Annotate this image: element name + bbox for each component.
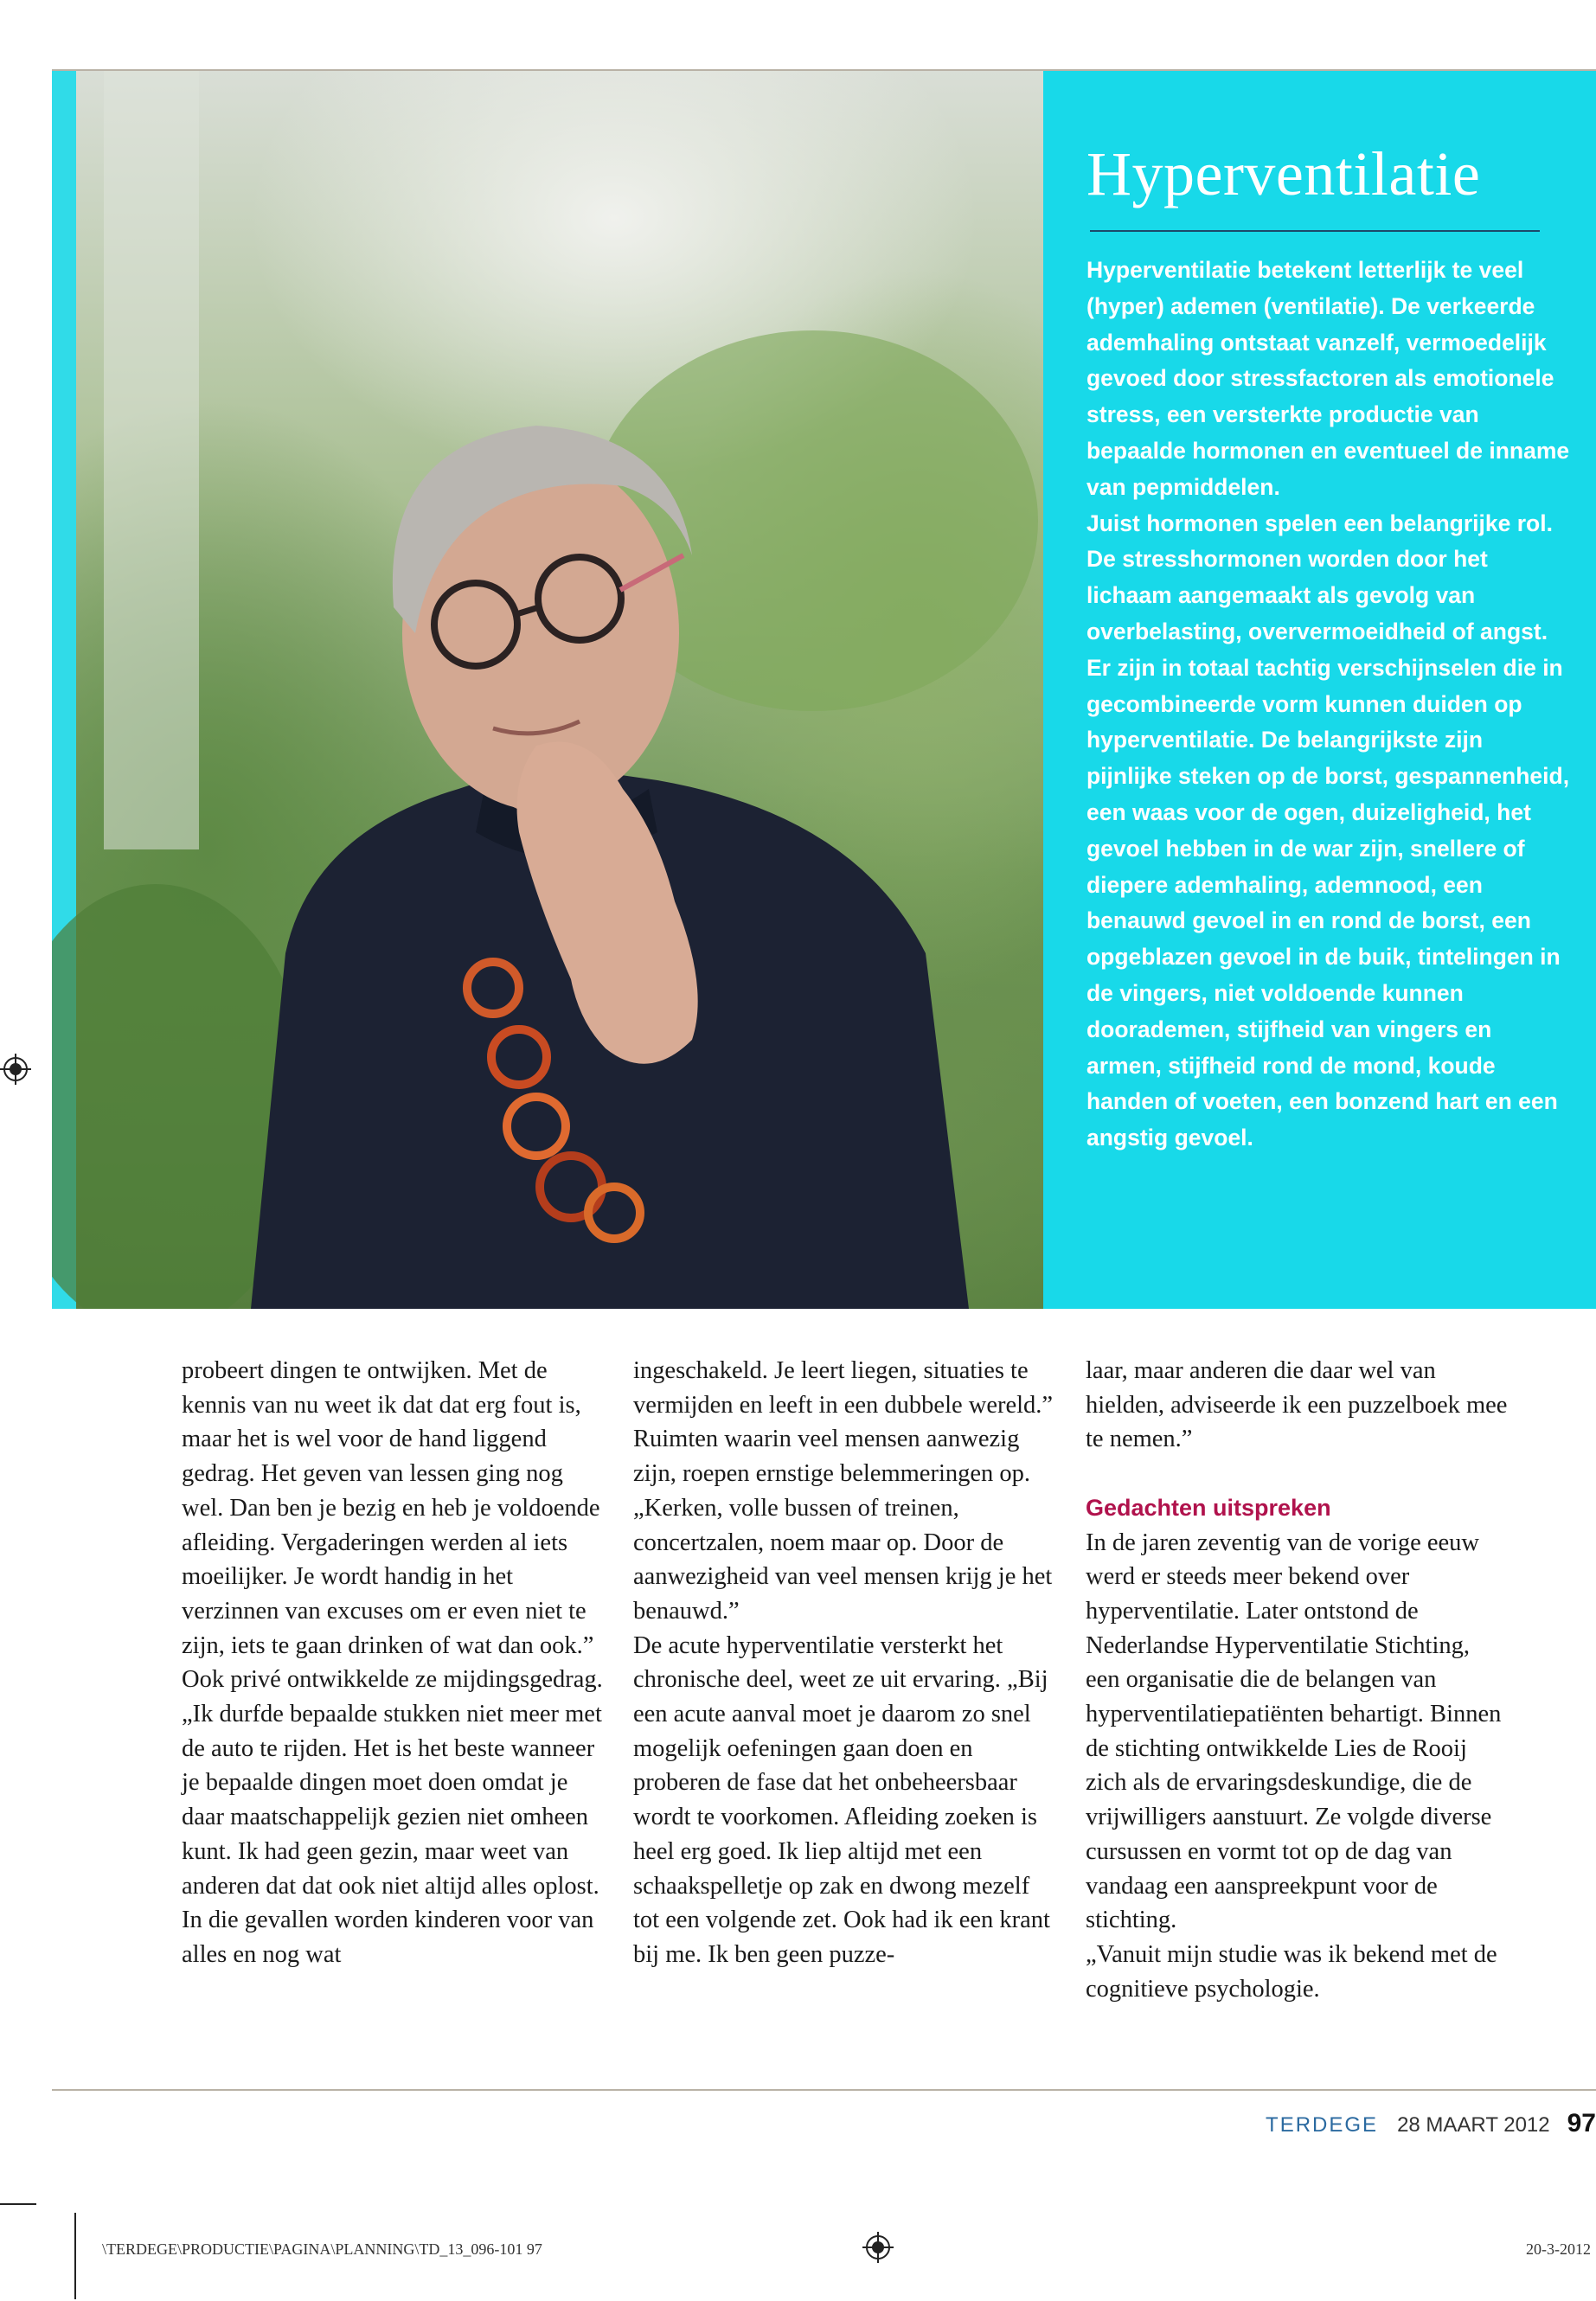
issue-date: 28 MAART 2012 (1397, 2113, 1550, 2137)
info-sidebar (1043, 71, 1596, 1309)
section-subheading: Gedachten uitspreken (1086, 1494, 1331, 1521)
article-paragraph: De acute hyperventilatie versterkt het chronische deel, weet ze uit ervaring. „Bij een acute aanval moet je daarom zo snel mogelijk oefeningen gaan doen en proberen de fase dat het onbeheersbaar wordt te voorkomen. Afleiding zoeken is heel erg goed. Ik liep altijd met een schaakspelletje op zak en dwong mezelf tot een volgende zet. Ook had ik een krant bij me. Ik ben geen puzze- (633, 1631, 1050, 1968)
article-paragraph: In de jaren zeventig van de vorige eeuw werd er steeds meer bekend over hyperventilatie. Later ontstond de Nederlandse Hyperventilatie Stichting, een organisatie die de belangen van hyperventilatiepatiënten behartigt. Binnen de stichting ontwikkelde Lies de Rooij zich als de ervaringsdeskundige, die de vrijwilligers aanstuurt. Ze volgde diverse cursussen en vormt tot op de dag van vandaag een aanspreekpunt voor de stichting. (1086, 1529, 1502, 1934)
article-paragraph: laar, maar anderen die daar wel van hielden, adviseerde ik een puzzelboek mee te nemen.” (1086, 1357, 1508, 1453)
sidebar-body (1086, 253, 1571, 1157)
article-paragraph: probeert dingen te ontwijken. Met de kennis van nu weet ik dat dat erg fout is, maar het is wel voor de hand liggend gedrag. Het geven van lessen ging nog wel. Dan ben je bezig en heb je voldoende afleiding. Vergaderingen werden al iets moeilijker. Je wordt handig in het verzinnen van excuses om er even niet te zijn, iets te gaan drinken of wat dan ook.” (182, 1357, 600, 1659)
crop-mark (0, 2203, 36, 2205)
article-column-2 (633, 1354, 1057, 1972)
article-column-3 (1086, 1354, 1509, 2006)
registration-mark-icon (0, 1054, 31, 1085)
article-paragraph: „Vanuit mijn studie was ik bekend met de cognitieve psychologie. (1086, 1940, 1497, 2003)
article-paragraph: ingeschakeld. Je leert liegen, situaties te vermijden en leeft in een dubbele wereld.” (633, 1357, 1054, 1419)
sidebar-paragraph: Hyperventilatie betekent letterlijk te veel (hyper) ademen (ventilatie). De verkeerde ademhaling ontstaat vanzelf, vermoedelijk gevoed door stressfactoren als emotionele stress, een versterkte productie van bepaalde hormonen en eventueel de inname van pepmiddelen. (1086, 257, 1570, 500)
magazine-name: TERDEGE (1266, 2113, 1379, 2137)
portrait-photo (52, 71, 1043, 1309)
production-slug: \TERDEGE\PRODUCTIE\PAGINA\PLANNING\TD_13_096-101 97 (102, 2240, 542, 2258)
article-paragraph: Ook privé ontwikkelde ze mijdingsgedrag. „Ik durfde bepaalde stukken niet meer met de auto te rijden. Het is het beste wanneer je bepaalde dingen moet doen omdat je daar maatschappelijk gezien niet omheen kunt. Ik had geen gezin, maar weet van anderen dat dat ook niet altijd alles oplost. In die gevallen worden kinderen voor van alles en nog wat (182, 1666, 603, 1968)
sidebar-divider (1090, 230, 1540, 232)
page-number: 97 (1567, 2109, 1596, 2138)
sidebar-title: Hyperventilatie (1086, 139, 1481, 208)
portrait-illustration (52, 71, 1043, 1309)
page-footer (1266, 2109, 1596, 2138)
sidebar-paragraph: Juist hormonen spelen een belangrijke rol. De stresshormonen worden door het lichaam aangemaakt als gevolg van overbelasting, oververmoeidheid of angst. (1086, 510, 1553, 644)
registration-mark-icon (862, 2232, 894, 2263)
article-column-1 (182, 1354, 606, 1972)
article-paragraph: Ruimten waarin veel mensen aanwezig zijn, roepen ernstige belemmeringen op. „Kerken, volle bussen of treinen, concertzalen, noem maar op. Door de aanwezigheid van veel mensen krijg je het benauwd.” (633, 1426, 1053, 1625)
slug-date: 20-3-2012 (1526, 2240, 1591, 2258)
bottom-trim-line (52, 2089, 1596, 2091)
crop-mark (74, 2213, 76, 2299)
sidebar-paragraph: Er zijn in totaal tachtig verschijnselen die in gecombineerde vorm kunnen duiden op hyperventilatie. De belangrijkste zijn pijnlijke steken op de borst, gespannenheid, een waas voor de ogen, duizeligheid, het gevoel hebben in de war zijn, snellere of diepere ademhaling, ademnood, een benauwd gevoel in en rond de borst, een opgeblazen gevoel in de buik, tintelingen in de vingers, niet voldoende kunnen doorademen, stijfheid van vingers en armen, stijfheid rond de mond, koude handen of voeten, een bonzend hart en een angstig gevoel. (1086, 654, 1570, 1151)
